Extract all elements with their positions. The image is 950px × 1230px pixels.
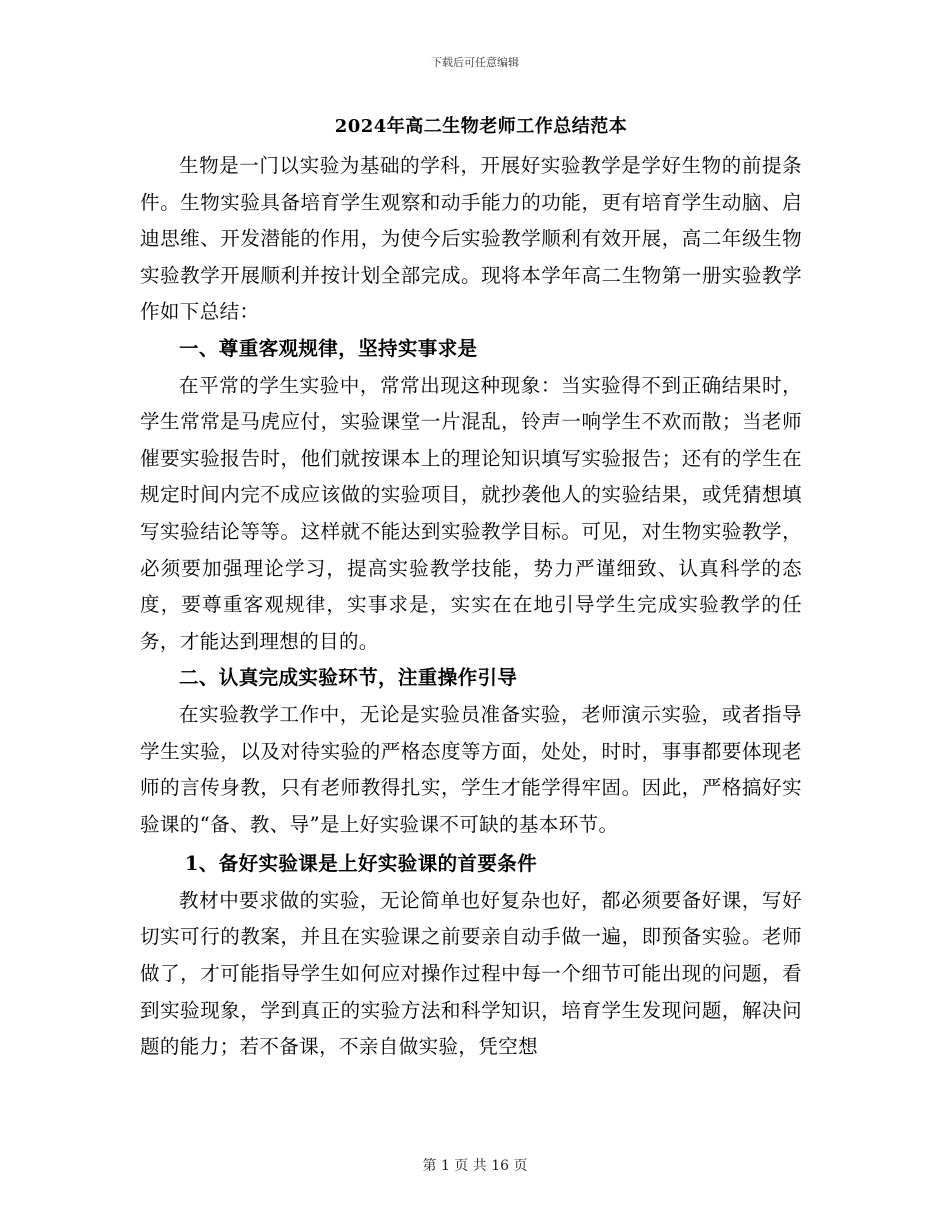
section-2-paragraph: 在实验教学工作中，无论是实验员准备实验，老师演示实验，或者指导学生实验，以及对待实验的严格态度等方面，处处，时时，事事都要体现老师的言传身教，只有老师教得扎实，学生才能学得牢固。因此，严格搞好实验课的“备、教、导”是上好实验课不可缺的基本环节。 xyxy=(140,702,802,836)
document-body xyxy=(140,106,802,1066)
page-header-note: 下载后可任意编辑 xyxy=(431,56,519,69)
section-1-heading: 一、尊重客观规律，坚持实事求是 xyxy=(179,336,478,360)
subsection-1-paragraph: 教材中要求做的实验，无论简单也好复杂也好，都必须要备好课，写好切实可行的教案，并且在实验课之前要亲自动手做一遍，即预备实验。老师做了，才可能指导学生如何应对操作过程中每一个细节可能出现的问题，看到实验现象，学到真正的实验方法和科学知识，培育学生发现问题，解决问题的能力；若不备课，不亲自做实验，凭空想 xyxy=(140,888,802,1059)
section-2-heading: 二、认真完成实验环节，注重操作引导 xyxy=(179,666,518,690)
section-1-paragraph: 在平常的学生实验中，常常出现这种现象：当实验得不到正确结果时，学生常常是马虎应付，实验课堂一片混乱，铃声一响学生不欢而散；当老师催要实验报告时，他们就按课本上的理论知识填写实验报告；还有的学生在规定时间内完不成应该做的实验项目，就抄袭他人的实验结果，或凭猜想填写实验结论等等。这样就不能达到实验教学目标。可见，对生物实验教学，必须要加强理论学习，提高实验教学技能，势力严谨细致、认真科学的态度，要尊重客观规律，实事求是，实实在在地引导学生完成实验教学的任务，才能达到理想的目的。 xyxy=(140,373,802,653)
subsection-1-heading: 1、备好实验课是上好实验课的首要条件 xyxy=(184,852,538,876)
page-number: 第 1 页 共 16 页 xyxy=(422,1158,528,1174)
intro-paragraph: 生物是一门以实验为基础的学科，开展好实验教学是学好生物的前提条件。生物实验具备培育学生观察和动手能力的功能，更有培育学生动脑、启迪思维、开发潜能的作用，为使今后实验教学顺利有效开展，高二年级生物实验教学开展顺利并按计划全部完成。现将本学年高二生物第一册实验教学作如下总结： xyxy=(140,154,802,324)
document-title: 2024年高二生物老师工作总结范本 xyxy=(334,116,628,137)
